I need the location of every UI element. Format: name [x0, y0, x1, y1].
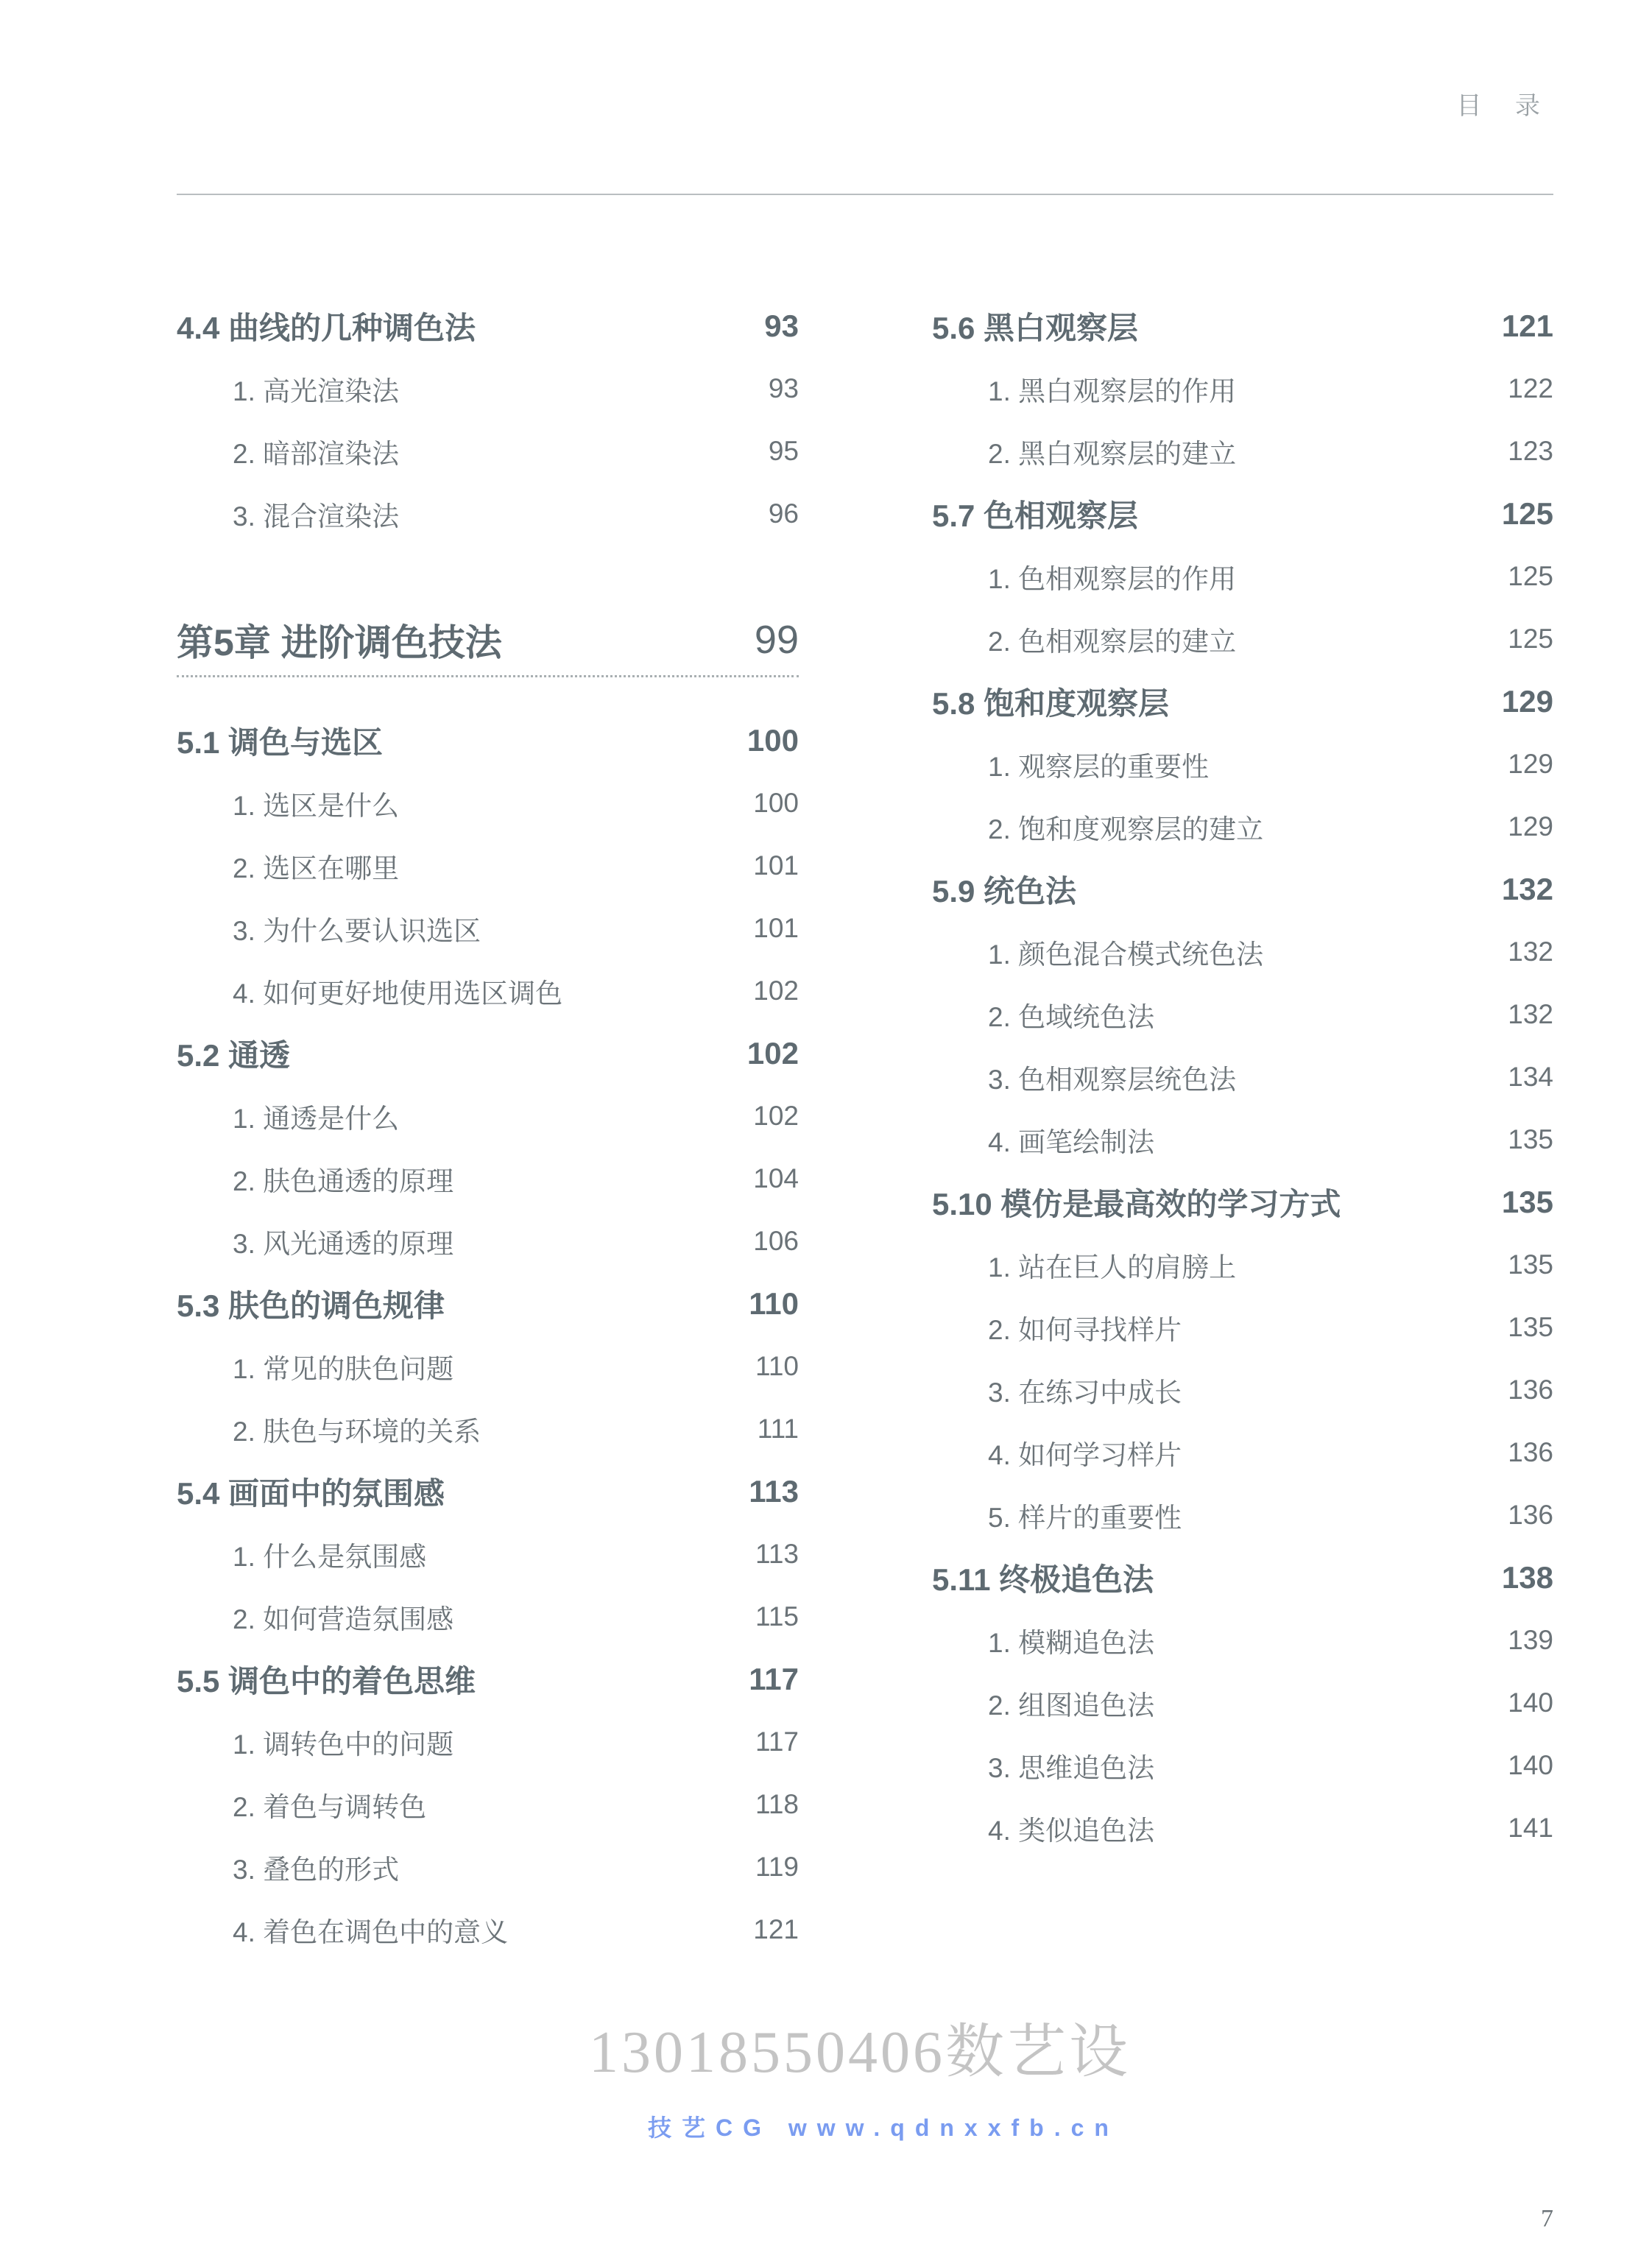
- toc-section-heading[interactable]: [177, 1648, 799, 1710]
- toc-entry-title: 5.6 黑白观察层: [932, 310, 1139, 345]
- toc-entry-title: 5.1 调色与选区: [177, 724, 384, 760]
- toc-entry-page: 132: [1508, 936, 1553, 967]
- toc-entry-page: 129: [1508, 811, 1553, 842]
- toc-entry-page: 132: [1508, 998, 1553, 1029]
- toc-entry-title: 3. 在练习中成长: [988, 1377, 1182, 1408]
- toc-entry[interactable]: [177, 1210, 799, 1272]
- toc-entry-title: 4. 如何学习样片: [988, 1439, 1182, 1470]
- toc-list-chapter-5-left: [177, 709, 799, 1961]
- toc-entry-page: 125: [1508, 560, 1553, 591]
- toc-section-heading[interactable]: [932, 670, 1553, 733]
- toc-entry-page: 102: [753, 1100, 799, 1131]
- toc-entry-page: 102: [753, 975, 799, 1006]
- toc-entry-title: 1. 站在巨人的肩膀上: [988, 1252, 1237, 1283]
- toc-entry-title: 3. 色相观察层统色法: [988, 1064, 1237, 1095]
- toc-section-heading[interactable]: [177, 1272, 799, 1335]
- toc-entry[interactable]: [932, 1358, 1553, 1421]
- toc-entry[interactable]: [177, 1710, 799, 1773]
- toc-entry-page: 129: [1508, 748, 1553, 779]
- toc-entry-page: 136: [1508, 1374, 1553, 1405]
- toc-entry-title: 1. 颜色混合模式统色法: [988, 939, 1264, 970]
- toc-entry-page: 93: [764, 308, 799, 343]
- toc-entry-page: 118: [755, 1788, 799, 1819]
- toc-entry-title: 2. 色相观察层的建立: [988, 626, 1237, 657]
- toc-entry-title: 2. 黑白观察层的建立: [988, 438, 1237, 469]
- toc-entry-page: 100: [753, 787, 799, 818]
- toc-entry-title: 1. 什么是氛围感: [233, 1541, 427, 1572]
- toc-entry[interactable]: [932, 1296, 1553, 1358]
- toc-entry-title: 5.11 终极追色法: [932, 1562, 1154, 1597]
- toc-entry-page: 113: [749, 1473, 799, 1509]
- toc-entry[interactable]: [177, 420, 799, 482]
- toc-entry-title: 1. 色相观察层的作用: [988, 563, 1237, 594]
- toc-section-heading[interactable]: [932, 1171, 1553, 1233]
- watermark-phone: 13018550406数艺设: [589, 2020, 1131, 2085]
- toc-entry[interactable]: [177, 1335, 799, 1397]
- toc-entry-page: 117: [749, 1661, 799, 1696]
- toc-entry-title: 2. 饱和度观察层的建立: [988, 814, 1264, 844]
- toc-section-heading[interactable]: [932, 1546, 1553, 1609]
- toc-entry-title: 1. 高光渲染法: [233, 375, 400, 406]
- toc-entry-title: 5.7 色相观察层: [932, 498, 1139, 533]
- toc-entry-title: 5. 样片的重要性: [988, 1502, 1182, 1533]
- toc-entry-title: 2. 选区在哪里: [233, 853, 400, 883]
- toc-entry-page: 136: [1508, 1436, 1553, 1467]
- toc-entry[interactable]: [177, 357, 799, 420]
- toc-entry-title: 1. 常见的肤色问题: [233, 1353, 454, 1384]
- toc-entry[interactable]: [932, 1233, 1553, 1296]
- toc-entry-title: 3. 思维追色法: [988, 1752, 1155, 1783]
- toc-entry[interactable]: [932, 1796, 1553, 1859]
- toc-entry-page: 115: [755, 1601, 799, 1632]
- toc-entry[interactable]: [177, 1523, 799, 1585]
- toc-entry-title: 2. 着色与调转色: [233, 1791, 427, 1822]
- toc-entry-page: 135: [1508, 1124, 1553, 1154]
- header-title: 目 录: [1456, 92, 1553, 120]
- toc-entry-page: 134: [1508, 1061, 1553, 1092]
- toc-entry[interactable]: [177, 834, 799, 897]
- toc-entry-page: 101: [753, 850, 799, 881]
- toc-entry-page: 135: [1508, 1249, 1553, 1280]
- toc-entry[interactable]: [177, 1898, 799, 1961]
- toc-entry-page: 95: [768, 435, 799, 466]
- toc-entry-title: 2. 色域统色法: [988, 1001, 1155, 1032]
- toc-entry-title: 5.3 肤色的调色规律: [177, 1288, 445, 1323]
- toc-entry-title: 1. 选区是什么: [233, 790, 400, 821]
- toc-entry-page: 100: [746, 722, 799, 758]
- page-number: 7: [1541, 2205, 1553, 2232]
- toc-entry-title: 5.2 通透: [177, 1037, 291, 1073]
- toc-entry[interactable]: [177, 897, 799, 959]
- toc-entry-title: 5.9 统色法: [932, 873, 1077, 909]
- toc-entry-page: 135: [1508, 1311, 1553, 1342]
- toc-entry[interactable]: [177, 1397, 799, 1460]
- toc-entry[interactable]: [932, 1108, 1553, 1171]
- toc-entry-title: 2. 如何寻找样片: [988, 1314, 1182, 1345]
- toc-section-heading[interactable]: [177, 294, 799, 357]
- toc-entry-title: 5.10 模仿是最高效的学习方式: [932, 1186, 1341, 1221]
- toc-entry-title: 3. 混合渲染法: [233, 501, 400, 532]
- toc-section-heading[interactable]: [177, 1022, 799, 1084]
- toc-entry-page: 96: [768, 498, 799, 529]
- toc-entry[interactable]: [932, 1734, 1553, 1796]
- toc-entry[interactable]: [932, 1421, 1553, 1484]
- chapter-title: 第5章 进阶调色技法: [177, 621, 502, 663]
- toc-left-column: [177, 294, 799, 1961]
- toc-entry[interactable]: [177, 1147, 799, 1210]
- toc-entry-page: 125: [1508, 623, 1553, 654]
- toc-entry-title: 4. 画笔绘制法: [988, 1126, 1155, 1157]
- toc-right-column: [932, 294, 1553, 1859]
- toc-entry-title: 2. 如何营造氛围感: [233, 1604, 454, 1634]
- toc-entry-page: 93: [768, 373, 799, 403]
- toc-entry-page: 110: [755, 1350, 799, 1381]
- toc-entry[interactable]: [932, 1671, 1553, 1734]
- toc-entry-title: 4. 如何更好地使用选区调色: [233, 978, 563, 1009]
- toc-entry[interactable]: [932, 545, 1553, 607]
- toc-entry-title: 5.5 调色中的着色思维: [177, 1663, 476, 1699]
- toc-entry-page: 123: [1508, 435, 1553, 466]
- toc-entry-page: 139: [1508, 1624, 1553, 1655]
- toc-entry[interactable]: [177, 772, 799, 834]
- toc-entry[interactable]: [177, 482, 799, 545]
- toc-entry[interactable]: [177, 959, 799, 1022]
- toc-section-heading[interactable]: [932, 858, 1553, 920]
- toc-entry-page: 141: [1508, 1812, 1553, 1843]
- toc-entry-title: 4. 类似追色法: [988, 1815, 1155, 1846]
- toc-entry-title: 3. 叠色的形式: [233, 1854, 400, 1885]
- header-rule: [177, 194, 1553, 195]
- toc-entry-title: 1. 通透是什么: [233, 1103, 400, 1134]
- toc-entry-title: 1. 黑白观察层的作用: [988, 375, 1237, 406]
- toc-entry[interactable]: [932, 983, 1553, 1045]
- toc-entry-page: 136: [1508, 1499, 1553, 1530]
- toc-entry[interactable]: [932, 420, 1553, 482]
- toc-entry-page: 121: [753, 1913, 799, 1944]
- toc-entry-page: 122: [1508, 373, 1553, 403]
- toc-entry-title: 5.4 画面中的氛围感: [177, 1475, 445, 1511]
- toc-entry[interactable]: [932, 920, 1553, 983]
- toc-entry-page: 140: [1508, 1687, 1553, 1718]
- toc-entry[interactable]: [932, 607, 1553, 670]
- toc-entry-page: 110: [749, 1285, 799, 1321]
- toc-entry-title: 3. 风光通透的原理: [233, 1228, 454, 1259]
- toc-entry[interactable]: [932, 1609, 1553, 1671]
- toc-entry[interactable]: [177, 1585, 799, 1648]
- toc-entry-page: 113: [755, 1538, 799, 1569]
- toc-entry-title: 4.4 曲线的几种调色法: [177, 310, 476, 345]
- toc-entry-page: 104: [753, 1163, 799, 1193]
- toc-entry-title: 3. 为什么要认识选区: [233, 915, 481, 946]
- toc-entry-title: 2. 暗部渲染法: [233, 438, 400, 469]
- toc-entry-title: 2. 肤色通透的原理: [233, 1165, 454, 1196]
- toc-entry-page: 135: [1501, 1184, 1553, 1219]
- toc-entry[interactable]: [177, 1773, 799, 1835]
- toc-entry-page: 101: [753, 912, 799, 943]
- toc-entry[interactable]: [932, 357, 1553, 420]
- toc-entry[interactable]: [932, 795, 1553, 858]
- toc-entry-page: 125: [1501, 495, 1553, 531]
- toc-entry-title: 5.8 饱和度观察层: [932, 685, 1170, 721]
- toc-entry-page: 140: [1508, 1749, 1553, 1780]
- toc-entry-page: 119: [755, 1851, 799, 1882]
- toc-entry-page: 121: [1501, 308, 1553, 343]
- toc-entry-title: 4. 着色在调色中的意义: [233, 1916, 509, 1947]
- toc-section-heading[interactable]: [932, 482, 1553, 545]
- toc-entry-title: 2. 组图追色法: [988, 1690, 1155, 1721]
- toc-entry-page: 102: [746, 1035, 799, 1070]
- toc-entry[interactable]: [932, 733, 1553, 795]
- chapter-heading[interactable]: [177, 604, 799, 677]
- toc-list-chapter-5-right: [932, 294, 1553, 1859]
- chapter-page: 99: [754, 617, 799, 662]
- toc-entry[interactable]: [932, 1484, 1553, 1546]
- toc-entry[interactable]: [177, 1835, 799, 1898]
- toc-entry-page: 129: [1501, 683, 1553, 719]
- toc-entry-page: 132: [1501, 871, 1553, 906]
- toc-section-heading[interactable]: [177, 709, 799, 772]
- watermark-site: 技艺CG www.qdnxxfb.cn: [648, 2114, 1119, 2141]
- toc-section-heading[interactable]: [932, 294, 1553, 357]
- toc-section-heading[interactable]: [177, 1460, 799, 1523]
- toc-entry-page: 117: [755, 1726, 799, 1757]
- toc-entry[interactable]: [932, 1045, 1553, 1108]
- toc-entry-page: 111: [757, 1413, 799, 1444]
- toc-list-section-4-4: [177, 294, 799, 545]
- toc-entry-title: 1. 观察层的重要性: [988, 751, 1210, 782]
- toc-entry-page: 106: [753, 1225, 799, 1256]
- toc-entry[interactable]: [177, 1084, 799, 1147]
- toc-entry-title: 1. 模糊追色法: [988, 1627, 1155, 1658]
- toc-entry-title: 2. 肤色与环境的关系: [233, 1416, 481, 1447]
- toc-entry-title: 1. 调转色中的问题: [233, 1729, 454, 1760]
- toc-entry-page: 138: [1501, 1559, 1553, 1595]
